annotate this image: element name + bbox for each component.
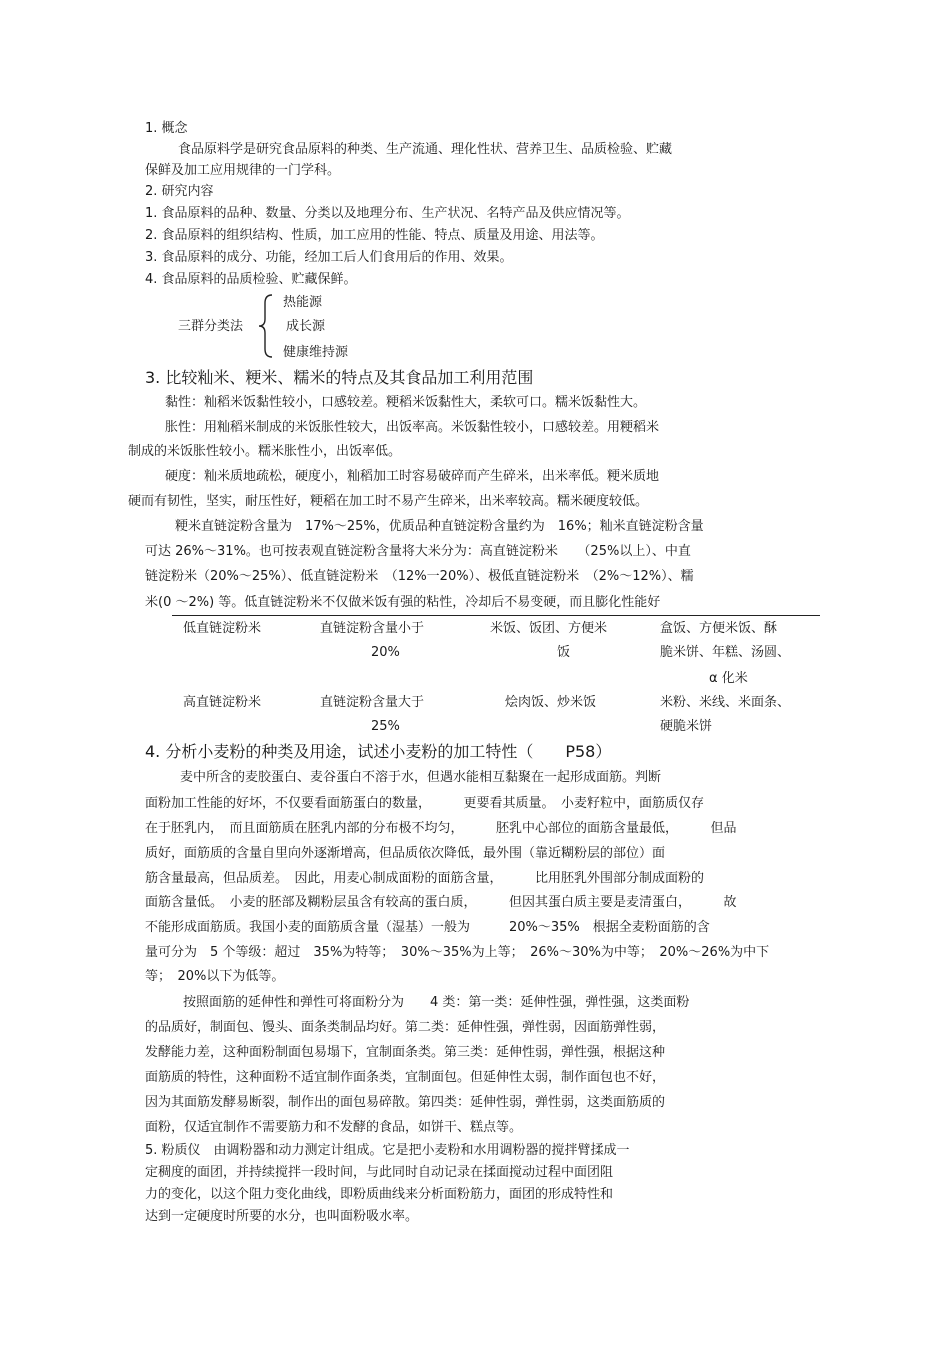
table-cell-use: 脆米饼、年糕、汤圆、: [660, 645, 791, 660]
table-cell-content: 25%: [371, 719, 400, 734]
table-cell-use: 盒饭、方便米饭、酥: [660, 621, 778, 636]
classification-group: 成长源: [286, 319, 326, 334]
list-item: 1. 食品原料的品种、数量、分类以及地理分布、生产状况、名特产品及供应情况等。: [145, 206, 630, 221]
paragraph-line: 粳米直链淀粉含量为 17%～25%，优质品种直链淀粉含量约为 16%；籼米直链淀粉含量: [175, 519, 704, 534]
paragraph-line: 硬度：籼米质地疏松，硬度小，籼稻加工时容易破碎而产生碎米，出米率低。粳米质地: [165, 469, 660, 484]
table-cell-content: 直链淀粉含量小于: [320, 621, 425, 636]
list-item: 3. 食品原料的成分、功能，经加工后人们食用后的作用、效果。: [145, 250, 513, 265]
paragraph-line: 胀性：用籼稻米制成的米饭胀性较大，出饭率高。米饭黏性较小，口感较差。用粳稻米: [165, 420, 660, 435]
paragraph-line: 发酵能力差，这种面粉制面包易塌下，宜制面条类。第三类：延伸性弱，弹性强，根据这种: [145, 1045, 666, 1060]
paragraph-line: 可达 26%～31%。也可按表观直链淀粉含量将大米分为：高直链淀粉米 （25%以上）、中直: [145, 544, 691, 559]
section-1-paragraph-line: 保鲜及加工应用规律的一门学科。: [145, 163, 341, 178]
paragraph-line: 面粉，仅适宜制作不需要筋力和不发酵的食品，如饼干、糕点等。: [145, 1120, 523, 1135]
table-top-rule: [172, 615, 820, 616]
paragraph-line: 质好，面筋质的含量自里向外逐渐增高，但品质依次降低，最外围（靠近糊粉层的部位）面: [145, 846, 666, 861]
table-cell-rice: 烩肉饭、炒米饭: [505, 695, 597, 710]
paragraph-line: 定稠度的面团，并持续搅拌一段时间，与此同时自动记录在揉面搅动过程中面团阻: [145, 1165, 614, 1180]
table-cell-type: 高直链淀粉米: [183, 695, 262, 710]
classification-group: 热能源: [283, 295, 323, 310]
table-cell-use: 米粉、米线、米面条、: [660, 695, 791, 710]
paragraph-line: 不能形成面筋质。我国小麦的面筋质含量（湿基）一般为 20%～35% 根据全麦粉面筋的含: [145, 920, 710, 935]
table-cell-use: 硬脆米饼: [660, 719, 713, 734]
paragraph-line: 黏性：籼稻米饭黏性较小，口感较差。粳稻米饭黏性大，柔软可口。糯米饭黏性大。: [165, 395, 647, 410]
section-1-title: 1. 概念: [145, 121, 188, 136]
paragraph-line: 米(0 ～2%) 等。低直链淀粉米不仅做米饭有强的粘性，冷却后不易变硬，而且膨化性能好: [145, 595, 661, 610]
paragraph-line: 等； 20%以下为低等。: [145, 969, 285, 984]
paragraph-line: 因为其面筋发酵易断裂，制作出的面包易碎散。第四类：延伸性弱，弹性弱，这类面筋质的: [145, 1095, 666, 1110]
paragraph-line: 麦中所含的麦胶蛋白、麦谷蛋白不溶于水，但遇水能相互黏聚在一起形成面筋。判断: [180, 770, 662, 785]
paragraph-line: 按照面筋的延伸性和弹性可将面粉分为 4 类：第一类：延伸性强，弹性强，这类面粉: [183, 995, 690, 1010]
section-2-title: 2. 研究内容: [145, 184, 214, 199]
classification-label: 三群分类法: [178, 319, 244, 334]
section-3-title: 3. 比较籼米、粳米、糯米的特点及其食品加工利用范围: [145, 368, 534, 387]
section-4-title: 4. 分析小麦粉的种类及用途，试述小麦粉的加工特性（ P58）: [145, 742, 612, 761]
paragraph-line: 5. 粉质仪 由调粉器和动力测定计组成。它是把小麦粉和水用调粉器的搅拌臂揉成一: [145, 1143, 630, 1158]
paragraph-line: 硬而有韧性，坚实，耐压性好，粳稻在加工时不易产生碎米，出米率较高。糯米硬度较低。: [128, 494, 649, 509]
table-cell-rice: 米饭、饭团、方便米: [490, 621, 608, 636]
paragraph-line: 筋含量最高，但品质差。 因此，用麦心制成面粉的面筋含量， 比用胚乳外围部分制成面粉的: [145, 871, 705, 886]
paragraph-line: 制成的米饭胀性较小。糯米胀性小，出饭率低。: [128, 444, 402, 459]
list-item: 2. 食品原料的组织结构、性质，加工应用的性能、特点、质量及用途、用法等。: [145, 228, 604, 243]
list-item: 4. 食品原料的品质检验、贮藏保鲜。: [145, 272, 357, 287]
section-1-paragraph-line: 食品原料学是研究食品原料的种类、生产流通、理化性状、营养卫生、品质检验、贮藏: [178, 142, 673, 157]
paragraph-line: 力的变化，以这个阻力变化曲线，即粉质曲线来分析面粉筋力，面团的形成特性和: [145, 1187, 614, 1202]
table-cell-content: 直链淀粉含量大于: [320, 695, 425, 710]
brace-icon: [255, 293, 275, 359]
table-cell-use: α 化米: [709, 671, 748, 686]
paragraph-line: 面筋质的特性，这种面粉不适宜制作面条类，宜制面包。但延伸性太弱，制作面包也不好，: [145, 1070, 666, 1085]
paragraph-line: 的品质好，制面包、馒头、面条类制品均好。第二类：延伸性强，弹性弱，因面筋弹性弱，: [145, 1020, 666, 1035]
paragraph-line: 面粉加工性能的好坏，不仅要看面筋蛋白的数量， 更要看其质量。 小麦籽粒中，面筋质仅存: [145, 796, 705, 811]
paragraph-line: 达到一定硬度时所要的水分，也叫面粉吸水率。: [145, 1209, 419, 1224]
table-cell-content: 20%: [371, 645, 400, 660]
paragraph-line: 面筋含量低。 小麦的胚部及糊粉层虽含有较高的蛋白质， 但因其蛋白质主要是麦清蛋白， 故: [145, 895, 737, 910]
paragraph-line: 链淀粉米（20%～25%）、低直链淀粉米 （12%一20%）、极低直链淀粉米 （2%～12%）、糯: [145, 569, 694, 584]
classification-group: 健康维持源: [283, 345, 349, 360]
table-cell-type: 低直链淀粉米: [183, 621, 262, 636]
table-cell-rice: 饭: [557, 645, 571, 660]
paragraph-line: 量可分为 5 个等级：超过 35%为特等； 30%～35%为上等； 26%～30%为中等； 20%～26%为中下: [145, 945, 770, 960]
paragraph-line: 在于胚乳内， 而且面筋质在胚乳内部的分布极不均匀， 胚乳中心部位的面筋含量最低， 但品: [145, 821, 737, 836]
